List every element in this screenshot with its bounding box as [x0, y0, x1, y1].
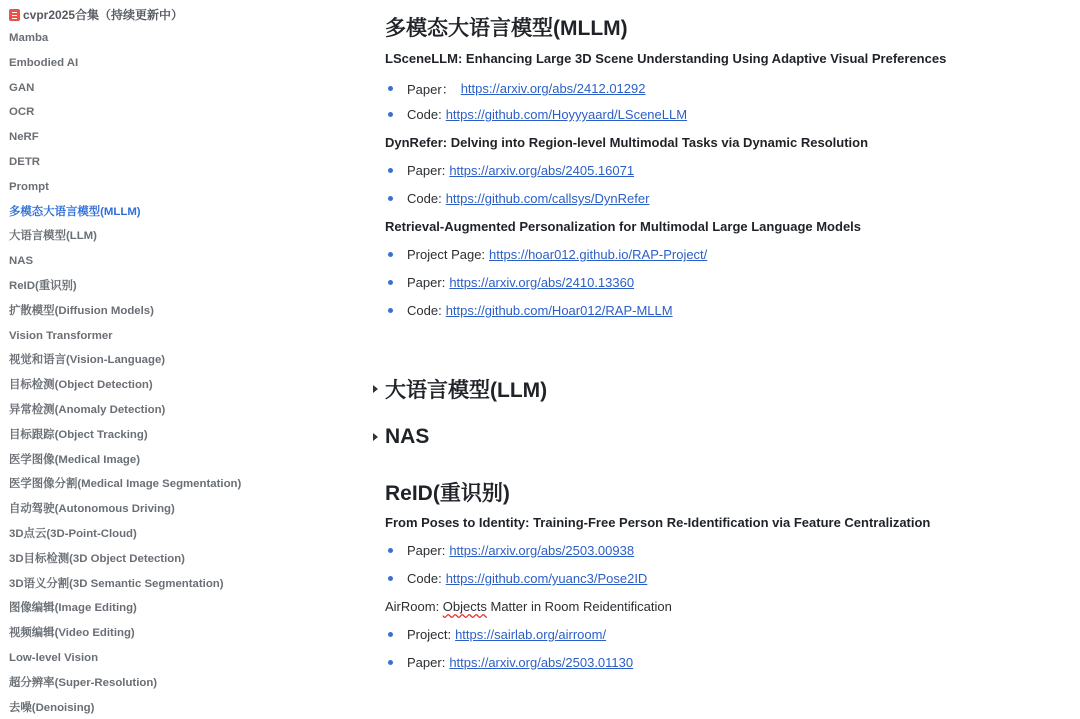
section-heading-llm: 大语言模型(LLM)	[385, 379, 548, 402]
list-item	[372, 275, 634, 290]
sidebar-item[interactable]: Mamba	[9, 32, 49, 44]
sidebar-item[interactable]: Prompt	[9, 180, 49, 193]
collapsible-section-llm[interactable]	[373, 374, 547, 404]
paper-title: LSceneLLM: Enhancing Large 3D Scene Understanding Using Adaptive Visual Preferences	[385, 51, 947, 66]
project-link[interactable]: https://hoar012.github.io/RAP-Project/	[489, 247, 708, 262]
list-item	[372, 247, 707, 262]
link-label: Paper:	[407, 163, 446, 178]
collapsible-section-nas[interactable]	[373, 425, 429, 449]
list-item	[372, 303, 673, 318]
link-label: Code:	[407, 107, 442, 122]
sidebar-item[interactable]: 多模态大语言模型(MLLM)	[9, 205, 141, 218]
sidebar-item[interactable]: DETR	[9, 156, 41, 168]
sidebar-item[interactable]: Embodied AI	[9, 56, 79, 69]
list-item	[372, 543, 634, 558]
list-item	[372, 163, 634, 178]
sidebar-item[interactable]: 超分辨率(Super-Resolution)	[9, 676, 158, 689]
paper-title: Retrieval-Augmented Personalization for Multimodal Large Language Models	[385, 219, 862, 234]
sidebar-item[interactable]: 去噪(Denoising)	[9, 701, 95, 714]
sidebar-item[interactable]: 医学图像(Medical Image)	[9, 453, 141, 466]
paper-title: From Poses to Identity: Training-Free Person Re-Identification via Feature Centralization	[385, 515, 931, 530]
paper-link[interactable]: https://arxiv.org/abs/2412.01292	[460, 81, 646, 96]
link-label: Project:	[407, 627, 452, 642]
paper-link[interactable]: https://arxiv.org/abs/2503.01130	[449, 655, 634, 670]
sidebar	[0, 0, 340, 719]
sidebar-item[interactable]: OCR	[9, 106, 35, 119]
bullet-icon	[388, 660, 393, 665]
sidebar-item[interactable]: 目标检测(Object Detection)	[9, 379, 153, 392]
paper-title-suffix: Matter in Room Reidentification	[486, 599, 672, 614]
sidebar-item[interactable]: GAN	[9, 81, 35, 94]
bullet-icon	[388, 632, 393, 637]
sidebar-item[interactable]: 3D目标检测(3D Object Detection)	[9, 552, 185, 565]
sidebar-item[interactable]: 扩散模型(Diffusion Models)	[9, 304, 154, 317]
bullet-icon	[388, 548, 393, 553]
link-label: Code:	[407, 303, 442, 318]
link-label: Paper:	[407, 275, 446, 290]
sidebar-item[interactable]: 3D语义分割(3D Semantic Segmentation)	[9, 577, 224, 590]
link-label: Paper:	[407, 543, 446, 558]
code-link[interactable]: https://github.com/callsys/DynRefer	[445, 191, 650, 206]
link-label: Paper:	[407, 655, 446, 670]
sidebar-item[interactable]: 目标跟踪(Object Tracking)	[9, 428, 148, 441]
bullet-icon	[388, 308, 393, 313]
main-content	[372, 0, 1072, 719]
sidebar-item[interactable]: 图像编辑(Image Editing)	[9, 602, 137, 615]
link-label: Code:	[407, 571, 442, 586]
sidebar-item[interactable]: 视觉和语言(Vision-Language)	[9, 354, 166, 367]
bullet-icon	[388, 252, 393, 257]
paper-link[interactable]: https://arxiv.org/abs/2410.13360	[449, 275, 635, 290]
sidebar-item[interactable]: 医学图像分割(Medical Image Segmentation)	[9, 478, 242, 491]
sidebar-item[interactable]: 自动驾驶(Autonomous Driving)	[9, 503, 175, 516]
paper-link[interactable]: https://arxiv.org/abs/2503.00938	[449, 543, 635, 558]
sidebar-item[interactable]: 大语言模型(LLM)	[9, 230, 97, 243]
code-link[interactable]: https://github.com/Hoyyyaard/LSceneLLM	[445, 107, 688, 122]
paper-title-prefix: AirRoom:	[385, 599, 443, 614]
paper-title-plain	[385, 599, 672, 614]
section-heading-reid: ReID(重识别)	[385, 482, 510, 505]
sidebar-item[interactable]: Low-level Vision	[9, 652, 99, 664]
expand-triangle-icon[interactable]	[373, 433, 378, 441]
bullet-icon	[388, 280, 393, 285]
sidebar-item[interactable]: 3D点云(3D-Point-Cloud)	[9, 528, 137, 540]
paper-title: DynRefer: Delving into Region-level Multimodal Tasks via Dynamic Resolution	[385, 135, 869, 150]
spellcheck-word[interactable]: Objects	[442, 599, 487, 614]
list-item	[372, 191, 649, 206]
list-item	[372, 655, 633, 670]
list-item	[372, 571, 647, 586]
sidebar-title-text: cvpr2025合集（持续更新中）	[23, 8, 184, 22]
bullet-icon	[388, 86, 393, 91]
link-label: Paper：	[407, 82, 455, 97]
code-link[interactable]: https://github.com/yuanc3/Pose2ID	[445, 571, 648, 586]
sidebar-item[interactable]: Vision Transformer	[9, 329, 113, 342]
sidebar-item[interactable]: NeRF	[9, 131, 39, 144]
sidebar-item[interactable]: 视频编辑(Video Editing)	[9, 627, 135, 640]
link-label: Code:	[407, 191, 442, 206]
sidebar-item[interactable]: 异常检测(Anomaly Detection)	[9, 404, 166, 416]
sidebar-item[interactable]: ReID(重识别)	[9, 280, 77, 292]
project-link[interactable]: https://sairlab.org/airroom/	[455, 627, 607, 642]
bullet-icon	[388, 112, 393, 117]
document-icon	[9, 9, 20, 21]
bullet-icon	[388, 576, 393, 581]
section-heading-mllm: 多模态大语言模型(MLLM)	[385, 17, 628, 40]
bullet-icon	[388, 196, 393, 201]
sidebar-title[interactable]	[9, 6, 183, 23]
sidebar-item[interactable]: NAS	[9, 255, 34, 268]
link-label: Project Page:	[407, 247, 486, 262]
expand-triangle-icon[interactable]	[373, 385, 378, 393]
paper-link[interactable]: https://arxiv.org/abs/2405.16071	[449, 163, 635, 178]
list-item	[372, 79, 645, 98]
section-heading-nas: NAS	[385, 425, 430, 448]
list-item	[372, 107, 687, 122]
code-link[interactable]: https://github.com/Hoar012/RAP-MLLM	[445, 303, 673, 318]
list-item	[372, 627, 606, 642]
bullet-icon	[388, 168, 393, 173]
